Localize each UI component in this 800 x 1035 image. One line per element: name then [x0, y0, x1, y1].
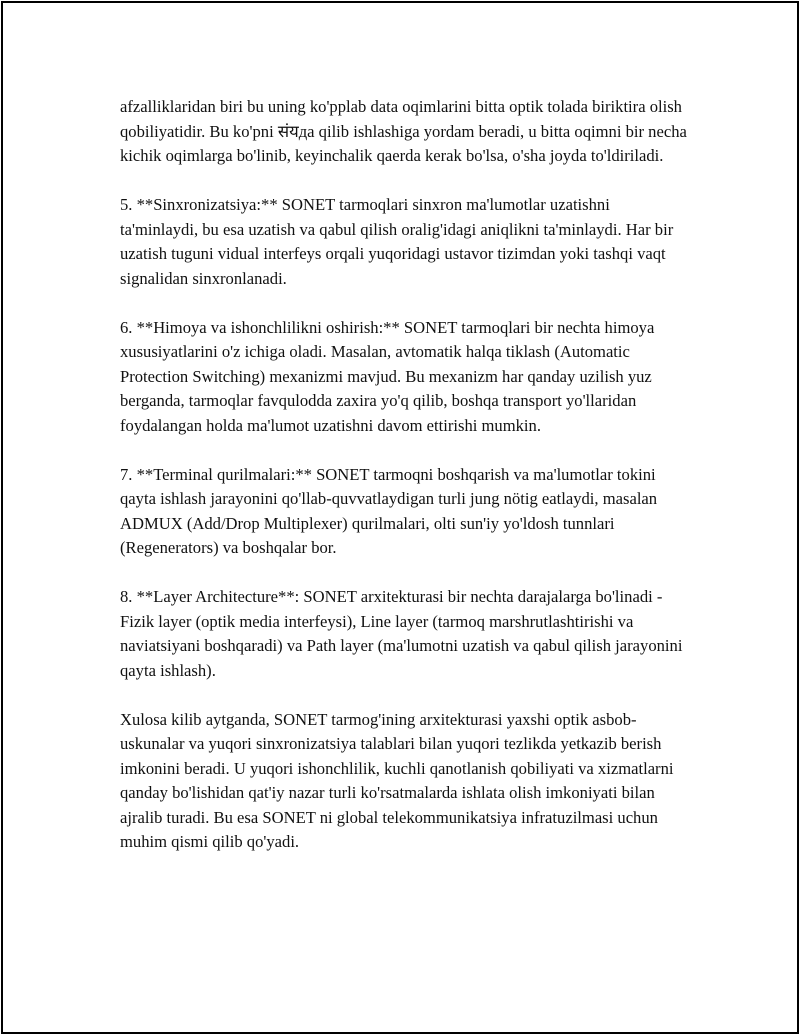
paragraph-intro: afzalliklaridan biri bu uning ko'pplab data oqimlarini bitta optik tolada biriktira olish qobiliyatidir. Bu ko'pni संयда qilib ishlashiga yordam beradi, u bitta oqimni bir necha kichik oqimlarga bo'linib, keyinchalik qaerda kerak bo'lsa, o'sha joyda to'ldiriladi. [120, 97, 687, 165]
paragraph-protection: 6. **Himoya va ishonchlilikni oshirish:** SONET tarmoqlari bir nechta himoya xususiyatlarini o'z ichiga oladi. Masalan, avtomatik halqa tiklash (Automatic Protection Switching) mexanizmi mavjud. Bu mexanizm har qanday uzilish yuz berganda, tarmoqlar favqulodda zaxira yo'q qilib, boshqa transport yo'llaridan foydalangan holda ma'lumot uzatishni davom ettirishi mumkin. [120, 317, 655, 435]
paragraph-layer-architecture: 8. **Layer Architecture**: SONET arxitekturasi bir nechta darajalarga bo'linadi - Fizik layer (optik media interfeysi), Line layer (tarmoq marshrutlashtirishi va naviatsiyani boshqaradi) va Path layer (ma'lumotni uzatish va qabul qilish jarayonini qayta ishlash). [120, 587, 683, 680]
paragraph-conclusion: Xulosa kilib aytganda, SONET tarmog'ining arxitekturasi yaxshi optik asbob-uskunalar va yuqori sinxronizatsiya talablari bilan yuqori tezlikda yetkazib berish imkonini beradi. U yuqori ishonchlilik, kuchli qanotlanish qobiliyati va xizmatlarni qanday bo'lishidan qat'iy nazar turli ko'rsatmalarda ishlata olish imkoniyati bilan ajralib turadi. Bu esa SONET ni global telekommunikatsiya infratuzilmasi uchun muhim qismi qilib qo'yadi. [120, 709, 674, 851]
document-page [1, 1, 799, 1034]
document-body [120, 95, 690, 855]
paragraph-terminal-devices: 7. **Terminal qurilmalari:** SONET tarmoqni boshqarish va ma'lumotlar tokini qayta ishlash jarayonini qo'llab-quvvatlaydigan turli jung nötig eatlaydi, masalan ADMUX (Add/Drop Multiplexer) qurilmalari, olti sun'iy yo'ldosh tunnlari (Regenerators) va boshqalar bor. [120, 464, 658, 557]
paragraph-synchronization: 5. **Sinxronizatsiya:** SONET tarmoqlari sinxron ma'lumotlar uzatishni ta'minlaydi, bu esa uzatish va qabul qilish oralig'idagi aniqlikni ta'minlaydi. Har bir uzatish tuguni vidual interfeys orqali yuqoridagi ustavor tizimdan yoki tashqi vaqt signalidan sinxronlanadi. [120, 195, 674, 288]
